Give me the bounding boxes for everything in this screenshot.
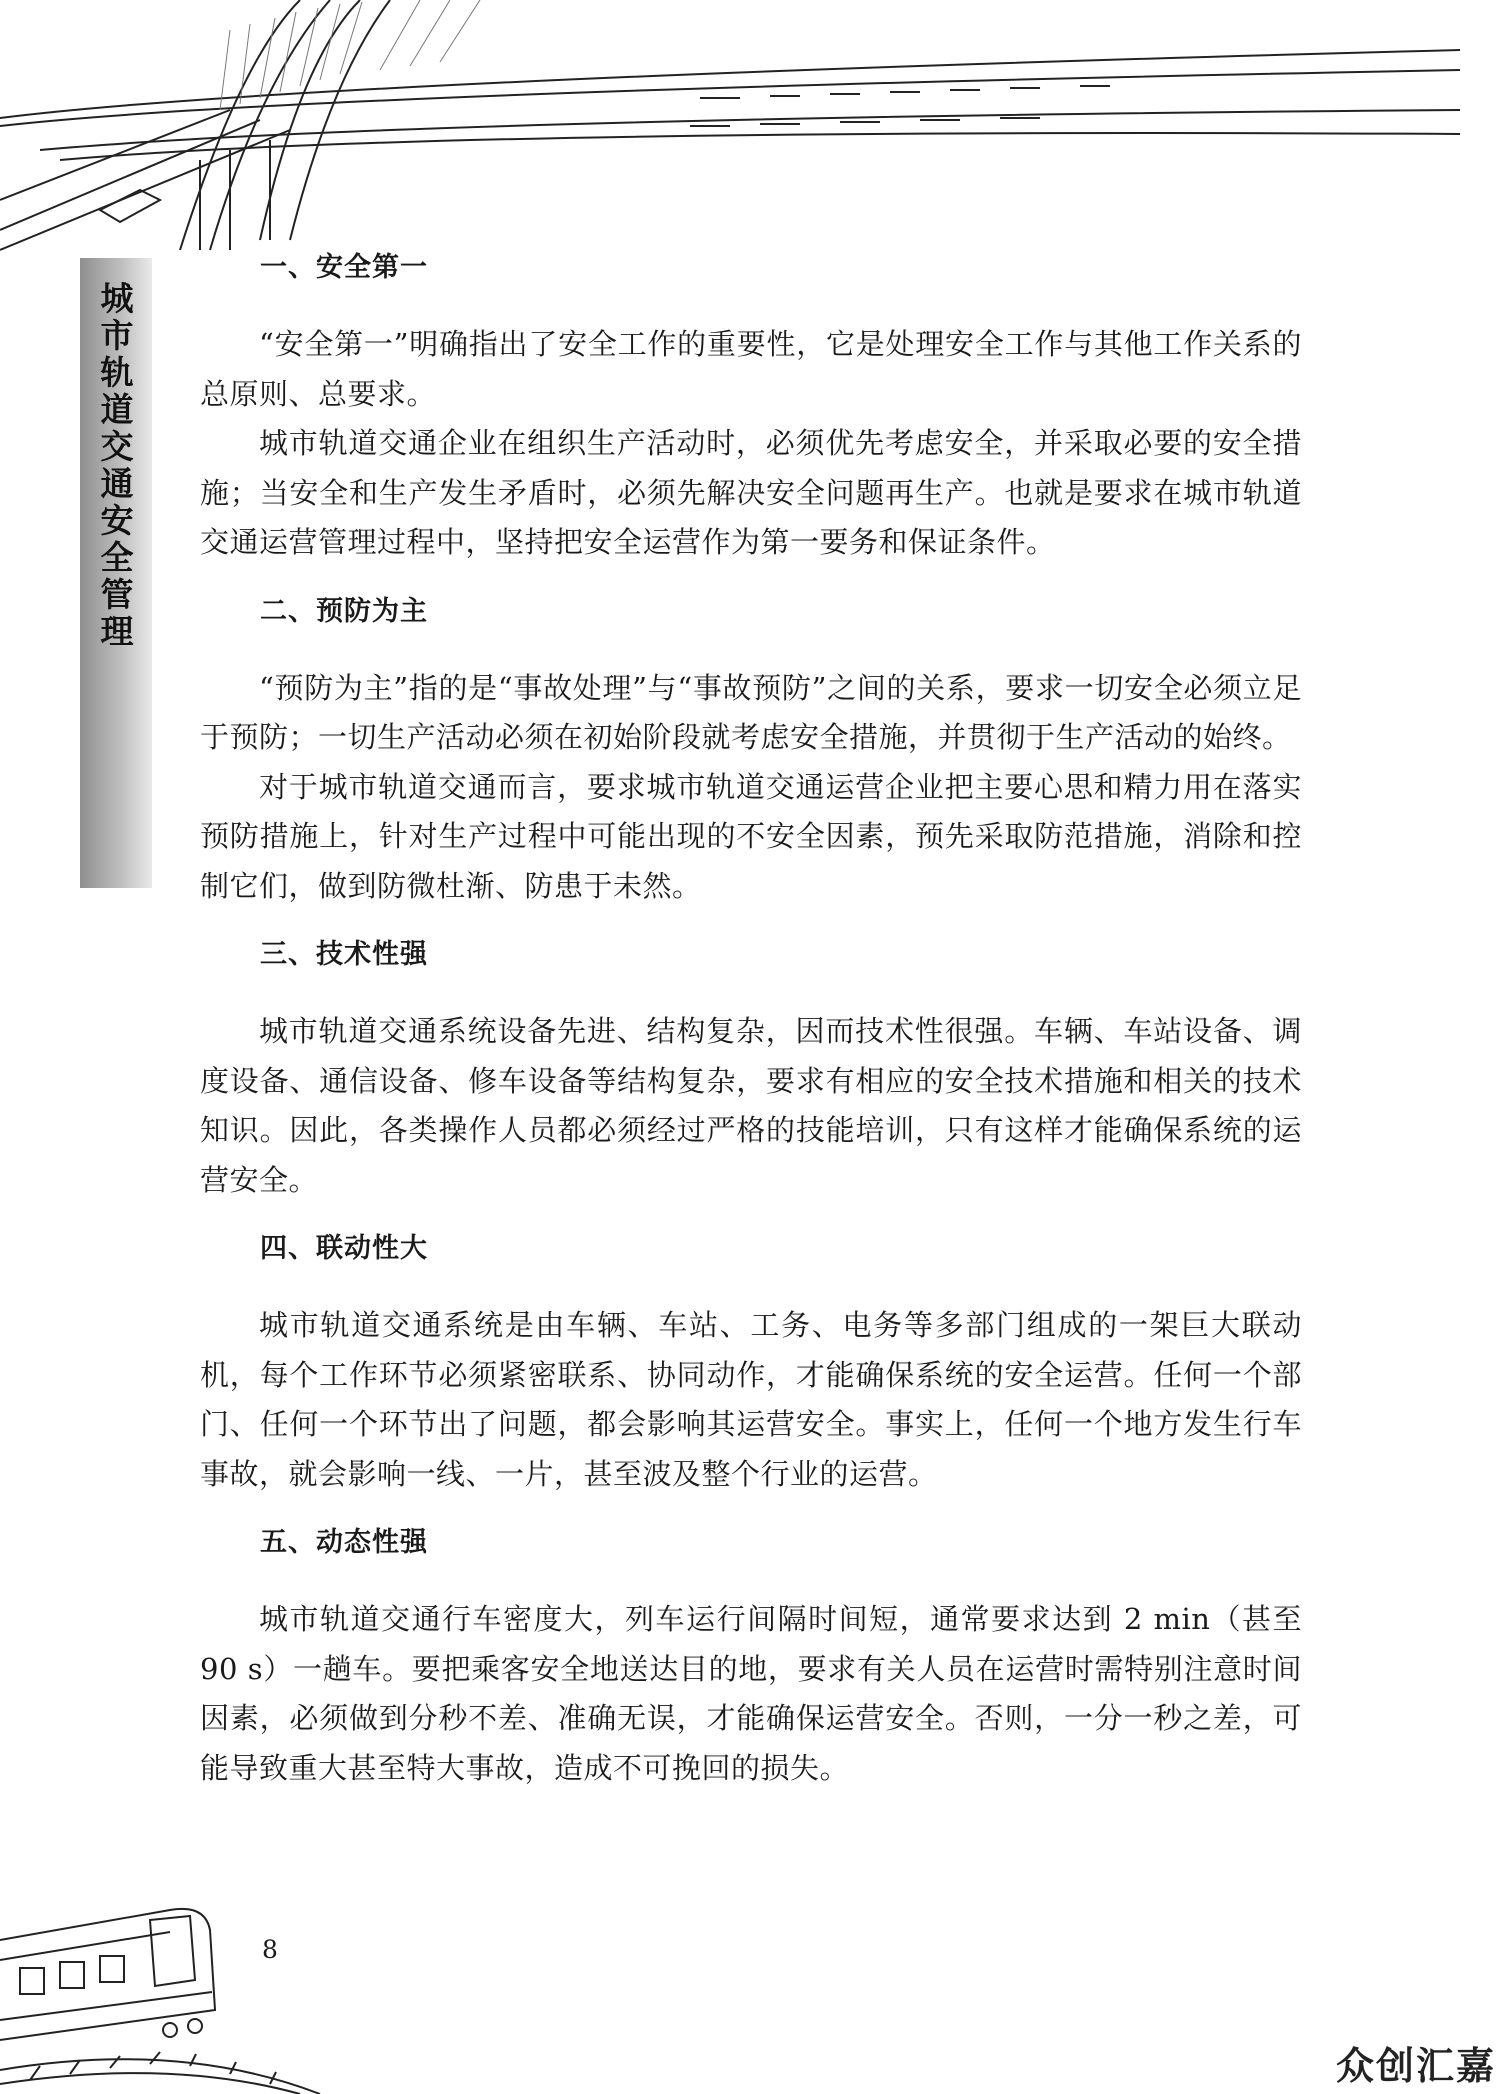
bridge-illustration bbox=[0, 0, 1504, 260]
section-prevention bbox=[200, 590, 1302, 912]
paragraph: 城市轨道交通系统是由车辆、车站、工务、电务等多部门组成的一架巨大联动机，每个工作环节必须紧密联系、协同动作，才能确保系统的安全运营。任何一个部门、任何一个环节出了问题，都会影响其运营安全。事实上，任何一个地方发生行车事故，就会影响一线、一片，甚至波及整个行业的运营。 bbox=[200, 1308, 1302, 1491]
main-content bbox=[200, 246, 1302, 1815]
watermark: 众创汇嘉 bbox=[1335, 2044, 1496, 2088]
section-technical bbox=[200, 933, 1302, 1205]
section-linkage bbox=[200, 1227, 1302, 1499]
section-safety-first bbox=[200, 246, 1302, 568]
paragraph: “预防为主”指的是“事故处理”与“事故预防”之间的关系，要求一切安全必须立足于预防；一切生产活动必须在初始阶段就考虑安全措施，并贯彻于生产活动的始终。 bbox=[200, 670, 1302, 754]
side-title: 城市轨道交通安全管理 bbox=[100, 279, 134, 651]
page-number: 8 bbox=[262, 1935, 278, 1964]
paragraph: 对于城市轨道交通而言，要求城市轨道交通运营企业把主要心思和精力用在落实预防措施上，针对生产过程中可能出现的不安全因素，预先采取防范措施，消除和控制它们，做到防微杜渐、防患于未然。 bbox=[200, 769, 1302, 903]
section-heading: 五、动态性强 bbox=[260, 1527, 428, 1558]
paragraph: “安全第一”明确指出了安全工作的重要性，它是处理安全工作与其他工作关系的总原则、总要求。 bbox=[200, 327, 1302, 411]
section-heading: 四、联动性大 bbox=[260, 1233, 428, 1264]
section-dynamic bbox=[200, 1521, 1302, 1793]
section-heading: 三、技术性强 bbox=[260, 939, 428, 970]
paragraph: 城市轨道交通行车密度大，列车运行间隔时间短，通常要求达到 2 min（甚至 90 s）一趟车。要把乘客安全地送达目的地，要求有关人员在运营时需特别注意时间因素，必须做到分秒不差、准确无误，才能确保运营安全。否则，一分一秒之差，可能导致重大甚至特大事故，造成不可挽回的损失。 bbox=[200, 1602, 1302, 1785]
section-heading: 一、安全第一 bbox=[260, 252, 428, 283]
train-illustration bbox=[0, 1870, 330, 2094]
paragraph: 城市轨道交通系统设备先进、结构复杂，因而技术性很强。车辆、车站设备、调度设备、通信设备、修车设备等结构复杂，要求有相应的安全技术措施和相关的技术知识。因此，各类操作人员都必须经过严格的技能培训，只有这样才能确保系统的运营安全。 bbox=[200, 1014, 1302, 1197]
paragraph: 城市轨道交通企业在组织生产活动时，必须优先考虑安全，并采取必要的安全措施；当安全和生产发生矛盾时，必须先解决安全问题再生产。也就是要求在城市轨道交通运营管理过程中，坚持把安全运营作为第一要务和保证条件。 bbox=[200, 426, 1302, 559]
section-heading: 二、预防为主 bbox=[260, 595, 428, 627]
